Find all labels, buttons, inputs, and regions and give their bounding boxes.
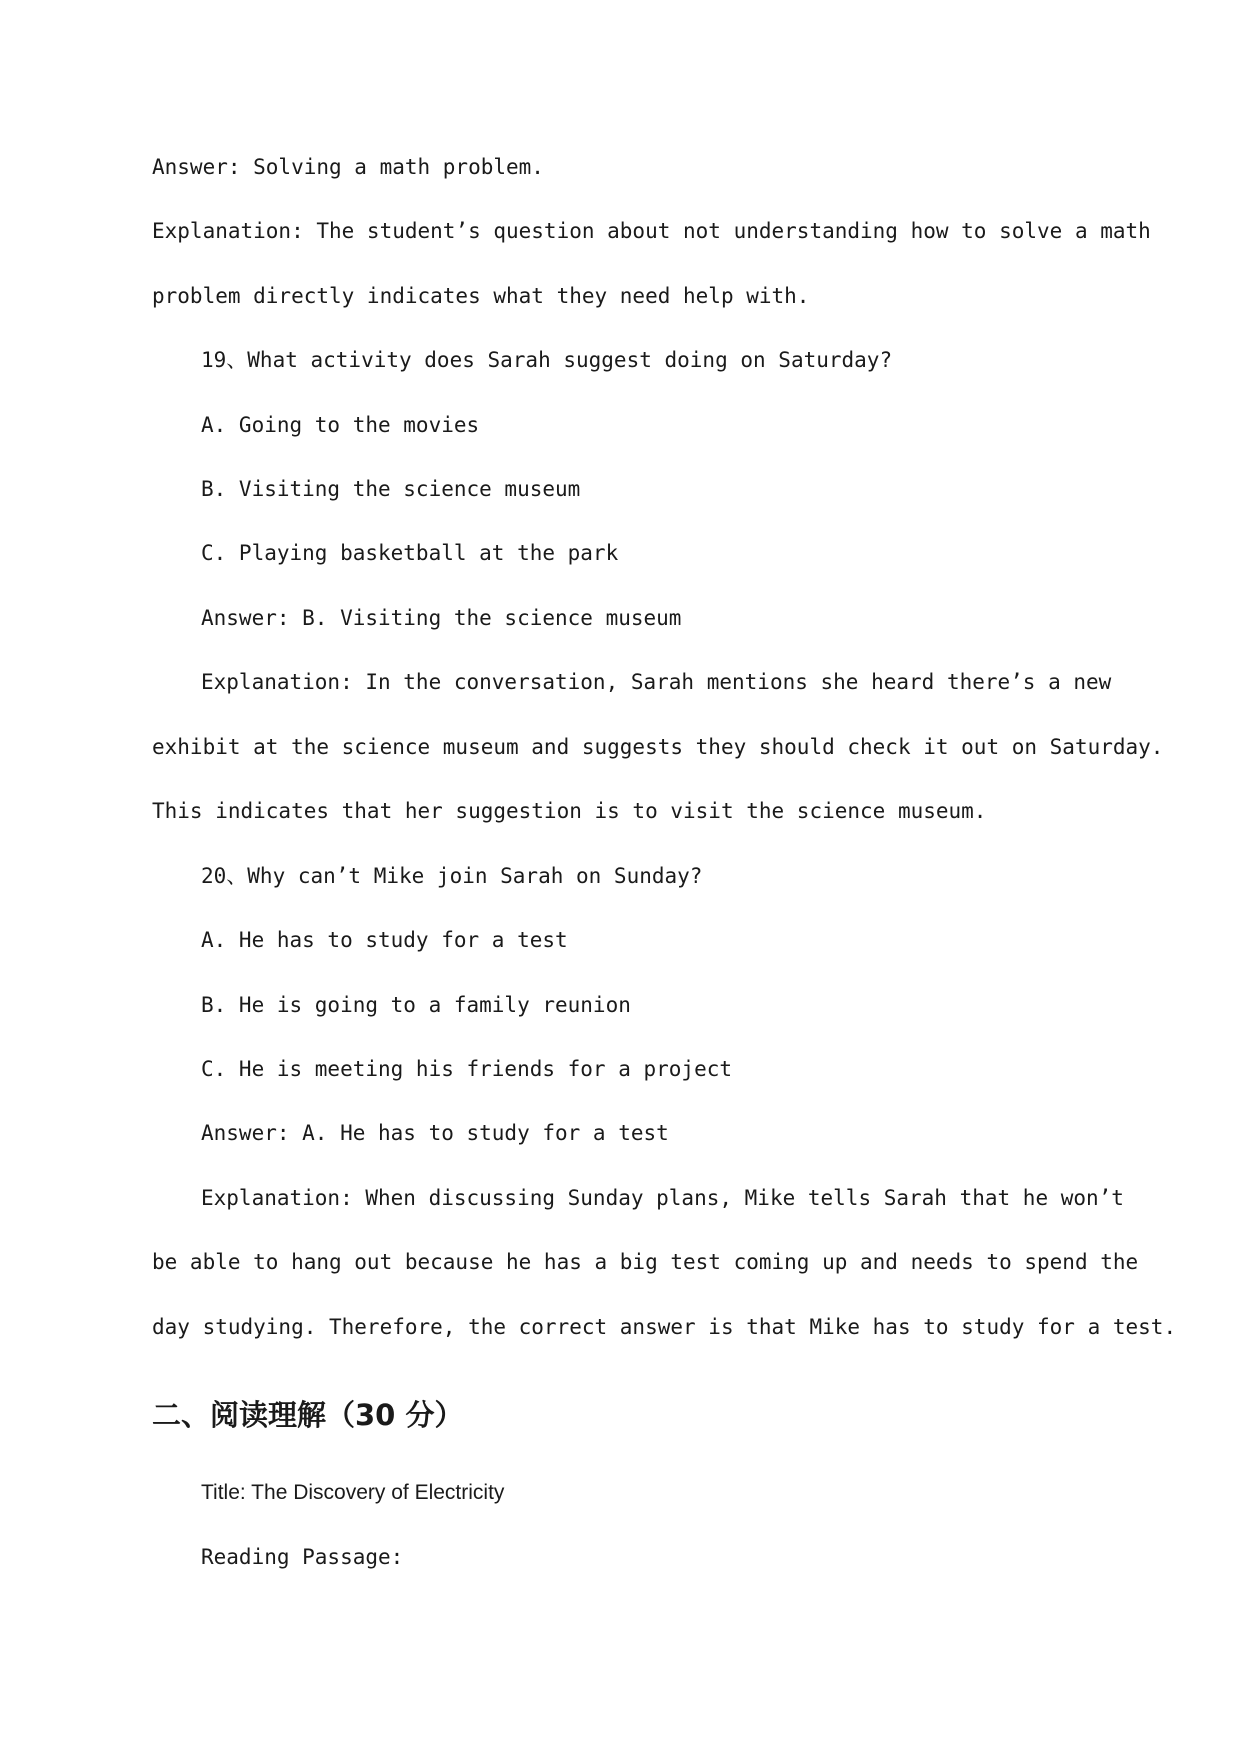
q19-option-a: A. Going to the movies — [201, 413, 480, 437]
q20-explanation-line-3: day studying. Therefore, the correct answer is that Mike has to study for a test. — [152, 1315, 1177, 1339]
q19-question: 19、What activity does Sarah suggest doing on Saturday? — [201, 348, 893, 372]
section-heading: 二、阅读理解（30 分） — [152, 1398, 464, 1432]
passage-label: Reading Passage: — [201, 1545, 404, 1569]
q19-explanation-line-1: Explanation: In the conversation, Sarah mentions she heard there’s a new — [201, 670, 1112, 694]
q19-answer: Answer: B. Visiting the science museum — [201, 606, 682, 630]
q19-explanation-line-3: This indicates that her suggestion is to visit the science museum. — [152, 799, 987, 823]
passage-title: Title: The Discovery of Electricity — [201, 1481, 505, 1504]
q20-option-b: B. He is going to a family reunion — [201, 993, 631, 1017]
q18-explanation-line-2: problem directly indicates what they need help with. — [152, 284, 810, 308]
q20-explanation-line-1: Explanation: When discussing Sunday plans, Mike tells Sarah that he won’t — [201, 1186, 1124, 1210]
q18-explanation-line-1: Explanation: The student’s question about not understanding how to solve a math — [152, 219, 1151, 243]
q20-question: 20、Why can’t Mike join Sarah on Sunday? — [201, 864, 703, 888]
q18-answer: Answer: Solving a math problem. — [152, 155, 544, 179]
q19-option-c: C. Playing basketball at the park — [201, 541, 619, 565]
q20-option-c: C. He is meeting his friends for a project — [201, 1057, 733, 1081]
q19-explanation-line-2: exhibit at the science museum and suggests they should check it out on Saturday. — [152, 735, 1164, 759]
q20-answer: Answer: A. He has to study for a test — [201, 1121, 669, 1145]
q20-explanation-line-2: be able to hang out because he has a big test coming up and needs to spend the — [152, 1250, 1139, 1274]
q19-option-b: B. Visiting the science museum — [201, 477, 581, 501]
q20-option-a: A. He has to study for a test — [201, 928, 568, 952]
